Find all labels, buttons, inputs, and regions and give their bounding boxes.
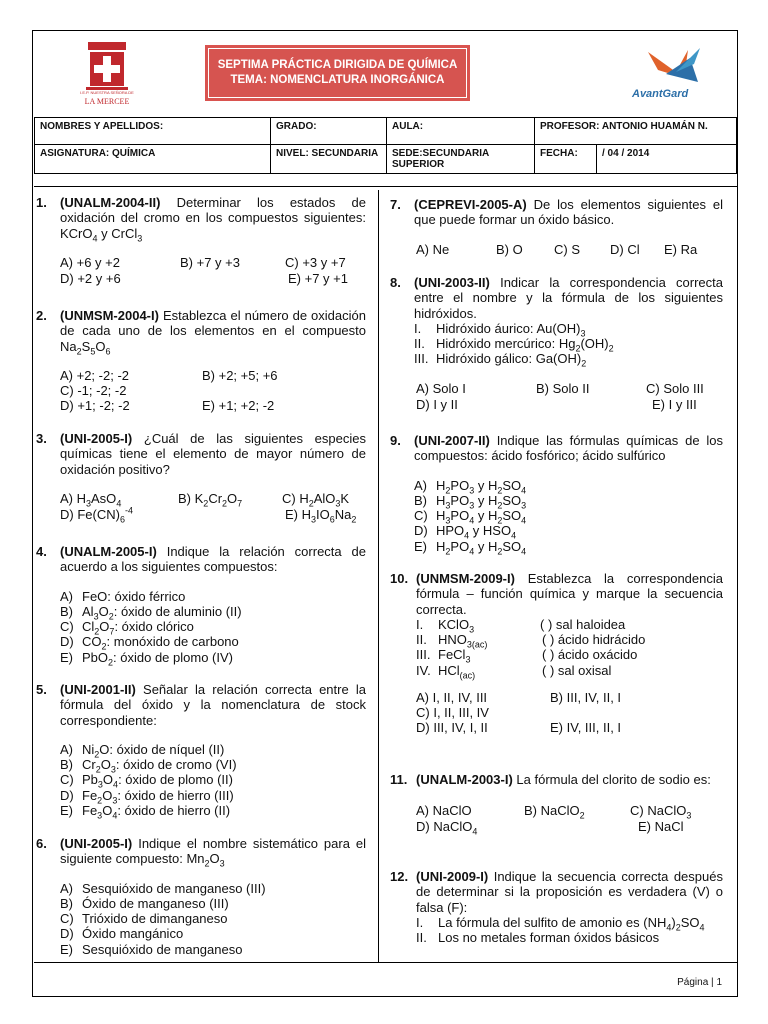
fecha-value[interactable]: / 04 / 2014 — [597, 145, 737, 174]
content-bottom-rule — [34, 962, 737, 963]
question-10 — [390, 571, 723, 738]
q10-option-d[interactable]: D) III, IV, I, II — [416, 720, 488, 736]
q7-text: De los elementos siguientes el que puede formar un óxido básico. — [414, 197, 723, 228]
q7-option-c[interactable]: C) S — [554, 241, 580, 257]
question-7 — [390, 197, 723, 258]
q11-source: (UNALM-2003-I) — [416, 772, 513, 787]
q8-option-a[interactable]: A) Solo I — [416, 380, 466, 396]
q6-option-e[interactable]: E) Sesquióxido de manganeso — [60, 941, 243, 957]
column-divider — [378, 190, 379, 962]
q2-option-c[interactable]: C) -1; -2; -2 — [60, 382, 127, 398]
question-11 — [390, 772, 723, 837]
q2-option-d[interactable]: D) +1; -2; -2 — [60, 397, 130, 413]
q1-number: 1. — [36, 195, 47, 210]
q8-option-e[interactable]: E) I y III — [652, 396, 697, 412]
q10-source: (UNMSM-2009-I) — [416, 571, 515, 586]
q9-option-d[interactable]: D) $HPO_4$ y $HSO_4$ — [414, 523, 517, 542]
question-6: 6. (UNI-2005-I) Indique el nombre sistemático para el siguiente compuesto: $Mn_2O_3$ A) Sesquióxido de manganeso (III) B) Óxido de manganeso (III) C) Trióxido de dimanganeso D) Óxido mangánico E) Sesquióxido de manganeso — [36, 836, 366, 957]
q10-item-3: III. FeCl$_3$ ( ) ácido oxácido — [416, 647, 638, 666]
q5-option-a[interactable]: A) $Ni_2O$: óxido de níquel (II) — [60, 741, 225, 760]
grado-field[interactable]: GRADO: — [271, 118, 387, 145]
q11-text: La fórmula del clorito de sodio es: — [516, 772, 711, 787]
q2-option-e[interactable]: E) +1; +2; -2 — [202, 397, 275, 413]
q4-option-a[interactable]: A) FeO: óxido férrico — [60, 588, 186, 604]
q8-item-1: I. Hidróxido áurico: $Au(OH)_3$ — [414, 320, 586, 339]
q1-option-b[interactable]: B) +7 y +3 — [180, 254, 240, 270]
page-separator: | — [711, 977, 714, 988]
question-3 — [36, 431, 366, 525]
q5-option-d[interactable]: D) $Fe_2O_3$: óxido de hierro (III) — [60, 787, 234, 806]
q10-item-4: IV. HCl$_{(ac)}$ ( ) sal oxisal — [416, 662, 612, 681]
school-logo — [62, 40, 152, 112]
q1-option-c[interactable]: C) +3 y +7 — [285, 254, 346, 270]
fecha-label: FECHA: — [535, 145, 597, 174]
q11-option-c[interactable]: C) NaClO$_3$ — [630, 803, 692, 821]
q5-option-e[interactable]: E) $Fe_3O_4$: óxido de hierro (II) — [60, 803, 231, 821]
q1-option-a[interactable]: A) +6 y +2 — [60, 254, 120, 270]
q8-option-c[interactable]: C) Solo III — [646, 380, 704, 396]
q3-number: 3. — [36, 431, 47, 446]
student-info-table — [34, 117, 737, 174]
q11-option-a[interactable]: A) NaClO — [416, 803, 472, 819]
q8-item-2: II. Hidróxido mercúrico: $Hg_2(OH)_2$ — [414, 336, 614, 354]
q6-option-a[interactable]: A) Sesquióxido de manganeso (III) — [60, 880, 266, 896]
q4-number: 4. — [36, 544, 47, 559]
q9-option-a[interactable]: A) $H_2PO_3$ y $H_2SO_4$ — [414, 477, 527, 496]
q1-source: (UNALM-2004-II) — [60, 195, 161, 210]
q8-number: 8. — [390, 275, 401, 290]
q7-number: 7. — [390, 197, 401, 212]
question-8 — [390, 275, 723, 415]
q7-option-e[interactable]: E) Ra — [664, 241, 698, 257]
question-5 — [36, 682, 366, 821]
q4-source: (UNALM-2005-I) — [60, 544, 157, 559]
q5-source: (UNI-2001-II) — [60, 682, 136, 697]
q8-item-3: III. Hidróxido gálico: $Ga(OH)_2$ — [414, 351, 587, 370]
q3-option-e[interactable]: E) $H_3IO_6Na_2$ — [285, 506, 357, 525]
question-1: 1. (UNALM-2004-II) Determinar los estados de oxidación del cromo en los compuestos siguientes: KCrO$_4$ y CrCl$_3$ A) +6 y +2 B) +7 y +3 C) +3 y +7 D) +2 y +6 E) +7 y +1 — [36, 195, 366, 286]
q1-option-e[interactable]: E) +7 y +1 — [288, 270, 348, 286]
school-subtitle: I.E.P. NUESTRA SEÑORA DE — [80, 90, 134, 95]
q10-item-2: II. $HNO_{3(ac)}$ ( ) ácido hidrácido — [416, 632, 646, 650]
q4-option-e[interactable]: E) PbO$_2$: óxido de plomo (IV) — [60, 649, 233, 668]
q2-option-b[interactable]: B) +2; +5; +6 — [202, 367, 278, 383]
sede-field: SEDE:SECUNDARIA SUPERIOR — [387, 145, 535, 174]
q9-option-e[interactable]: E) $H_2PO_4$ y $H_2SO_4$ — [414, 538, 527, 557]
q7-option-b[interactable]: B) O — [496, 241, 523, 257]
q10-item-1: I. KClO$_3$ ( ) sal haloidea — [416, 616, 626, 635]
q2-source: (UNMSM-2004-I) — [60, 308, 159, 323]
q5-option-c[interactable]: C) $Pb_3O_4$: óxido de plomo (II) — [60, 772, 233, 791]
q5-number: 5. — [36, 682, 47, 697]
profesor-field: PROFESOR: ANTONIO HUAMÁN N. — [535, 118, 737, 145]
q6-number: 6. — [36, 836, 47, 851]
q2-number: 2. — [36, 308, 47, 323]
q7-option-d[interactable]: D) Cl — [610, 241, 640, 257]
q12-item-1: I. La fórmula del sulfito de amonio es $(NH_4)_2SO_4$ — [416, 914, 705, 933]
q10-option-c[interactable]: C) I, II, III, IV — [416, 705, 489, 721]
q8-source: (UNI-2003-II) — [414, 275, 490, 290]
q12-item-2: II. Los no metales forman óxidos básicos — [416, 930, 660, 946]
q3-text: ¿Cuál de las siguientes especies químicas tiene el elemento de mayor número de oxidación positivo? — [60, 431, 366, 477]
q11-option-e[interactable]: E) NaCl — [638, 819, 684, 835]
aula-field[interactable]: AULA: — [387, 118, 535, 145]
brand-name: AvantGard — [632, 88, 689, 100]
q12-text: Indique la secuencia correcta después de determinar si la proposición es verdadera (V) o falsa (F): — [416, 869, 723, 915]
q9-text: Indique las fórmulas químicas de los compuestos: ácido fosfórico; ácido sulfúrico — [414, 433, 723, 464]
q6-option-b[interactable]: B) Óxido de manganeso (III) — [60, 895, 229, 911]
q8-text: Indicar la correspondencia correcta entre el nombre y la fórmula de los siguientes hidróxidos. — [414, 275, 723, 321]
q4-option-b[interactable]: B) $Al_3O_2$: óxido de aluminio (II) — [60, 603, 242, 622]
q9-source: (UNI-2007-II) — [414, 433, 490, 448]
q2-text: Establezca el número de oxidación de cada uno de los elementos en el compuesto Na — [60, 308, 366, 354]
q2-option-a[interactable]: A) +2; -2; -2 — [60, 367, 129, 383]
practice-title: SEPTIMA PRÁCTICA DIRIGIDA DE QUÍMICA — [217, 59, 458, 71]
q10-option-a[interactable]: A) I, II, IV, III — [416, 690, 488, 706]
q8-option-b[interactable]: B) Solo II — [536, 380, 590, 396]
question-2: 2. (UNMSM-2004-I) Establezca el número de oxidación de cada uno de los elementos en el compuesto $Na_2S_5O_6$ A) +2; -2; -2 B) +2; +5; +6 C) -1; -2; -2 D) +1; -2; -2 E) +1; +2; -2 — [36, 308, 366, 413]
q4-text: Indique la relación correcta de acuerdo a los siguientes compuestos: — [60, 544, 366, 575]
q3-option-b[interactable]: B) $K_2Cr_2O_7$ — [178, 490, 243, 509]
title-banner — [205, 45, 470, 101]
q9-option-b[interactable]: B) $H_3PO_3$ y $H_2SO_3$ — [414, 492, 527, 511]
page-label: Página — [677, 977, 709, 988]
q10-number: 10. — [390, 571, 409, 586]
q9-option-c[interactable]: C) $H_3PO_4$ y $H_2SO_4$ — [414, 508, 527, 526]
q5-option-b[interactable]: B) $Cr_2O_3$: óxido de cromo (VI) — [60, 757, 237, 775]
q8-option-d[interactable]: D) I y II — [416, 396, 458, 412]
q11-option-b[interactable]: B) NaClO$_2$ — [524, 803, 585, 821]
content-top-rule — [34, 186, 737, 187]
q7-option-a[interactable]: A) Ne — [416, 241, 450, 257]
q9-number: 9. — [390, 433, 401, 448]
q1-text: Determinar los estados de oxidación del cromo en los compuestos siguientes: KCrO — [60, 195, 366, 241]
q1-option-d[interactable]: D) +2 y +6 — [60, 270, 121, 286]
q3-source: (UNI-2005-I) — [60, 431, 133, 446]
page-footer — [677, 977, 722, 988]
q4-option-c[interactable]: C) $Cl_2O_7$: óxido clórico — [60, 619, 194, 637]
q11-option-d[interactable]: D) NaClO$_4$ — [416, 819, 478, 837]
q10-text: Establezca la correspondencia fórmula – función química y marque la secuencia correcta. — [416, 571, 723, 617]
asignatura-field: ASIGNATURA: QUÍMICA — [35, 145, 271, 174]
q4-option-d[interactable]: D) $CO_2$: monóxido de carbono — [60, 634, 239, 653]
q6-text: Indique el nombre sistemático para el siguiente compuesto: Mn — [60, 836, 366, 867]
q12-number: 12. — [390, 869, 409, 884]
question-9 — [390, 433, 723, 557]
question-4 — [36, 544, 366, 668]
nombres-field[interactable]: NOMBRES Y APELLIDOS: — [35, 118, 271, 145]
nivel-field: NIVEL: SECUNDARIA — [271, 145, 387, 174]
question-12 — [390, 869, 723, 945]
topic-title: TEMA: NOMENCLATURA INORGÁNICA — [230, 74, 445, 86]
q10-option-e[interactable]: E) IV, III, II, I — [550, 720, 622, 736]
page-number: 1 — [716, 977, 722, 988]
q5-text: Señalar la relación correcta entre la fórmula del óxido y la nomenclatura de stock correspondiente: — [60, 682, 366, 728]
school-name: LA MERCEE — [84, 97, 130, 106]
q3-option-d[interactable]: D) $Fe(CN)_6^{-4}$ — [60, 505, 133, 525]
q7-source: (CEPREVI-2005-A) — [414, 197, 527, 212]
q6-option-d[interactable]: D) Óxido mangánico — [60, 926, 184, 942]
q3-option-a[interactable]: A) $H_3AsO_4$ — [60, 490, 122, 509]
q11-number: 11. — [390, 772, 408, 787]
q6-option-c[interactable]: C) Trióxido de dimanganeso — [60, 911, 228, 927]
q6-source: (UNI-2005-I) — [60, 836, 133, 851]
q10-option-b[interactable]: B) III, IV, II, I — [550, 690, 622, 706]
q12-source: (UNI-2009-I) — [416, 869, 489, 884]
avantgard-logo — [628, 44, 718, 104]
q3-option-c[interactable]: C) $H_2AlO_3K$ — [282, 490, 350, 509]
